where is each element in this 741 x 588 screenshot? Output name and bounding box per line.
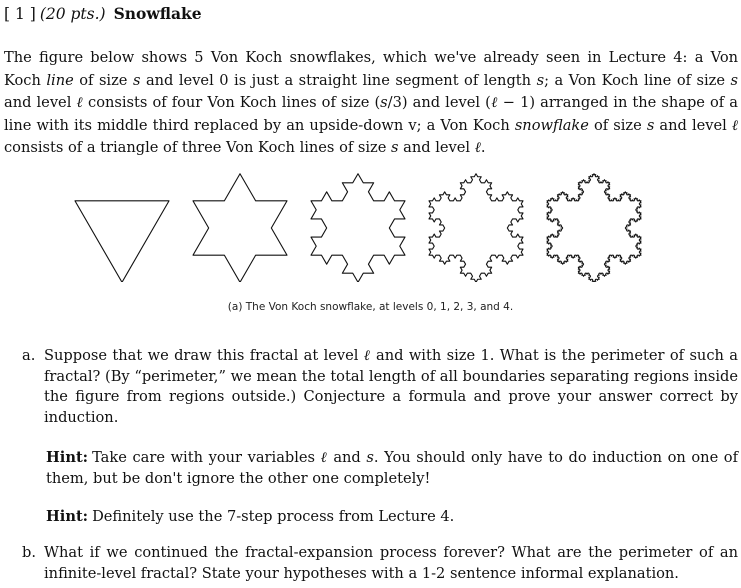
math-var-l: ℓ [76, 94, 83, 111]
question-b-marker: b. [22, 544, 36, 561]
math-var-l: ℓ [490, 94, 498, 111]
hint-label: Hint: [46, 449, 89, 466]
koch-snowflake-figure [70, 170, 670, 282]
math-var-s: s [366, 449, 374, 466]
intro-text: consists of a triangle of three Von Koch lines of size [4, 139, 392, 156]
math-var-s: s [730, 71, 738, 89]
question-a-text [44, 346, 738, 428]
figure-caption: (a) The Von Koch snowflake, at levels 0, 1, 2, 3, and 4. [227, 301, 514, 313]
intro-emphasis-snowflake: snowflake [514, 116, 589, 134]
intro-text: and level [654, 116, 732, 134]
problem-points: (20 pts.) [39, 5, 106, 23]
intro-text: The figure below shows 5 Von Koch snowflakes, which we've already seen in Lecture 4: a Von Koch [4, 49, 738, 89]
koch-snowflake-level-0 [75, 201, 169, 282]
intro-text: and level [398, 139, 475, 156]
intro-emphasis-line: line [46, 71, 74, 89]
intro-paragraph [4, 47, 738, 160]
question-b [22, 543, 738, 584]
koch-snowflake-level-3 [429, 174, 523, 282]
intro-text: − 1) arranged in the shape of a line with its middle third replaced by an upside-down v; a Von Koch [4, 94, 738, 134]
math-var-l: ℓ [363, 347, 371, 364]
question-a-text-part: Suppose that we draw this fractal at level [44, 347, 364, 364]
problem-title: Snowflake [113, 4, 202, 23]
intro-text: and level 0 is just a straight line segment of length [140, 71, 537, 89]
koch-snowflake-level-1 [193, 174, 287, 282]
intro-text: /3) and level ( [387, 94, 491, 111]
hint-one [46, 448, 738, 489]
math-var-s: s [132, 71, 141, 89]
question-a-text-part: and with size 1. What is the perimeter of such a fractal? (By “perimeter,” we mean the total length of all boundaries separating regions inside the figure from regions outside.) Conjecture a formula and prove your answer correct by induction. [44, 347, 738, 426]
intro-text: of size [73, 71, 133, 89]
intro-text: . [480, 139, 486, 156]
intro-text: consists of four Von Koch lines of size ( [82, 94, 381, 111]
problem-heading [4, 4, 202, 24]
hint-text: Take care with your variables [92, 449, 321, 466]
problem-number: [ 1 ] [4, 5, 36, 23]
question-a-marker: a. [22, 347, 36, 364]
koch-snowflake-level-2 [311, 174, 405, 282]
math-var-l: ℓ [731, 116, 738, 134]
hint-text: Definitely use the 7-step process from Lecture 4. [92, 508, 455, 525]
question-b-text: What if we continued the fractal-expansion process forever? What are the perimeter of an infinite-level fractal? State your hypotheses with a 1-2 sentence informal explanation. [44, 544, 738, 582]
intro-text: and level [4, 94, 77, 111]
math-var-l: ℓ [320, 449, 328, 466]
hint-label: Hint: [46, 508, 89, 525]
koch-snowflake-level-4 [547, 174, 641, 282]
hint-text: and [327, 449, 367, 466]
math-var-l: ℓ [474, 139, 481, 156]
hint-text: . You should only have to do induction on one of them, but be don't ignore the other one completely! [46, 449, 738, 487]
math-var-s: s [536, 71, 545, 89]
math-var-s: s [380, 94, 388, 111]
hint-two [46, 507, 738, 528]
math-var-s: s [391, 139, 399, 156]
intro-text: ; a Von Koch line of size [544, 71, 731, 89]
math-var-s: s [646, 116, 655, 134]
intro-text: of size [588, 116, 647, 134]
question-a [22, 346, 738, 428]
